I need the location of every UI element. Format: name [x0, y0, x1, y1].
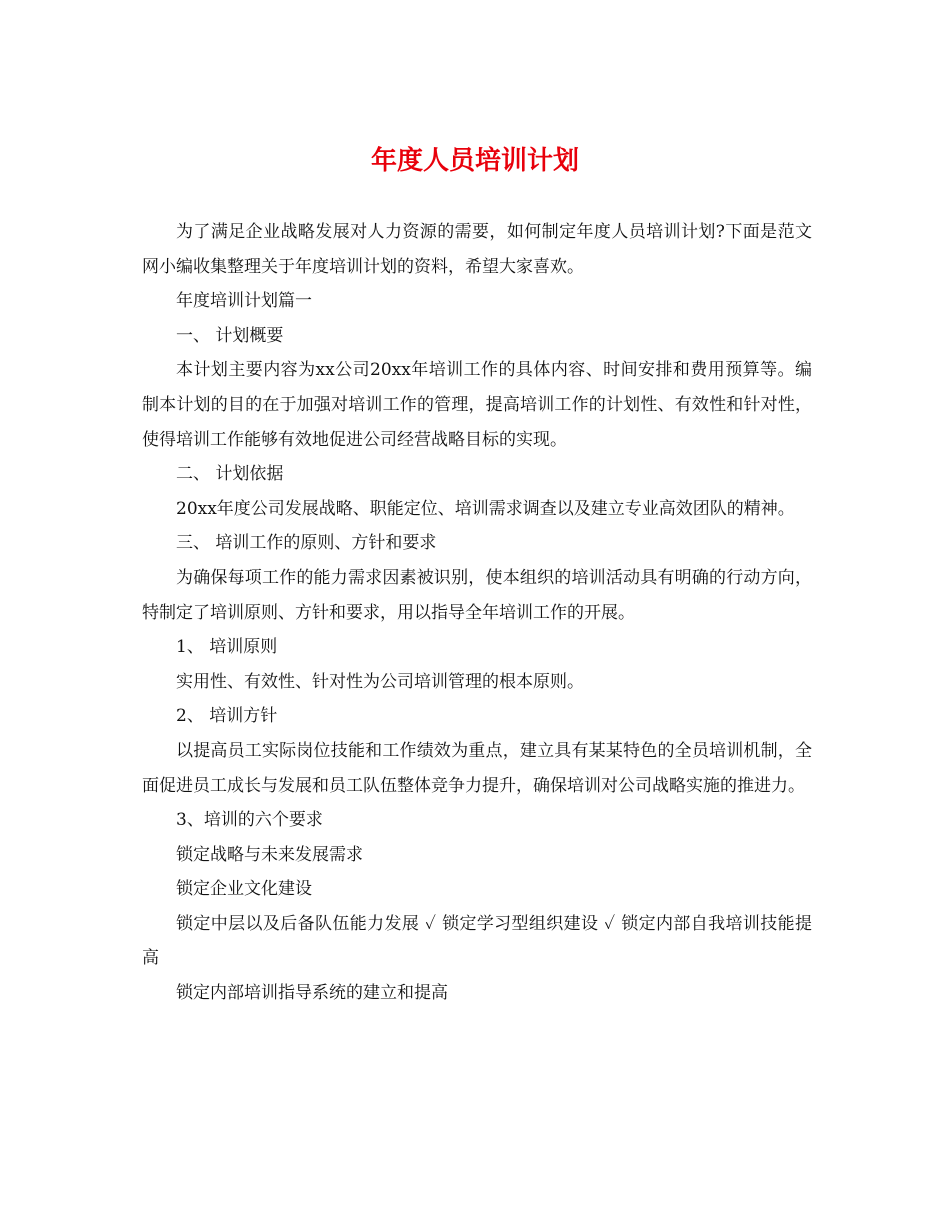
subheading-training-policy: 2、 培训方针 — [176, 706, 278, 727]
document-body — [142, 215, 812, 1011]
paragraph-training-principle: 实用性、有效性、针对性为公司培训管理的根本原则。 — [176, 671, 584, 692]
document-title: 年度人员培训计划 — [370, 146, 579, 176]
paragraph-plan-heading: 年度培训计划篇一 — [176, 291, 312, 312]
requirement-item: 锁定中层以及后备队伍能力发展 ✓ 锁定学习型组织建设 ✓ 锁定内部自我培训技能提高 — [142, 913, 812, 969]
requirement-item: 锁定内部培训指导系统的建立和提高 — [176, 983, 448, 1004]
subheading-training-principle: 1、 培训原则 — [176, 637, 278, 658]
subheading-six-requirements: 3、培训的六个要求 — [176, 810, 323, 831]
section-heading-overview: 一、 计划概要 — [176, 325, 284, 346]
requirement-item: 锁定企业文化建设 — [176, 879, 312, 900]
requirement-item: 锁定战略与未来发展需求 — [176, 844, 363, 865]
paragraph-principles: 为确保每项工作的能力需求因素被识别，使本组织的培训活动具有明确的行动方向，特制定了培训原则、方针和要求，用以指导全年培训工作的开展。 — [142, 567, 812, 623]
section-heading-principles: 三、 培训工作的原则、方针和要求 — [176, 533, 437, 554]
paragraph-intro: 为了满足企业战略发展对人力资源的需要，如何制定年度人员培训计划?下面是范文网小编收集整理关于年度培训计划的资料，希望大家喜欢。 — [142, 222, 812, 277]
paragraph-basis: 20xx年度公司发展战略、职能定位、培训需求调查以及建立专业高效团队的精神。 — [176, 498, 795, 519]
paragraph-training-policy: 以提高员工实际岗位技能和工作绩效为重点，建立具有某某特色的全员培训机制，全面促进员工成长与发展和员工队伍整体竞争力提升，确保培训对公司战略实施的推进力。 — [142, 740, 812, 796]
section-heading-basis: 二、 计划依据 — [176, 464, 284, 485]
paragraph-overview: 本计划主要内容为xx公司20xx年培训工作的具体内容、时间安排和费用预算等。编制本计划的目的在于加强对培训工作的管理，提高培训工作的计划性、有效性和针对性，使得培训工作能够有效地促进公司经营战略目标的实现。 — [142, 360, 812, 450]
